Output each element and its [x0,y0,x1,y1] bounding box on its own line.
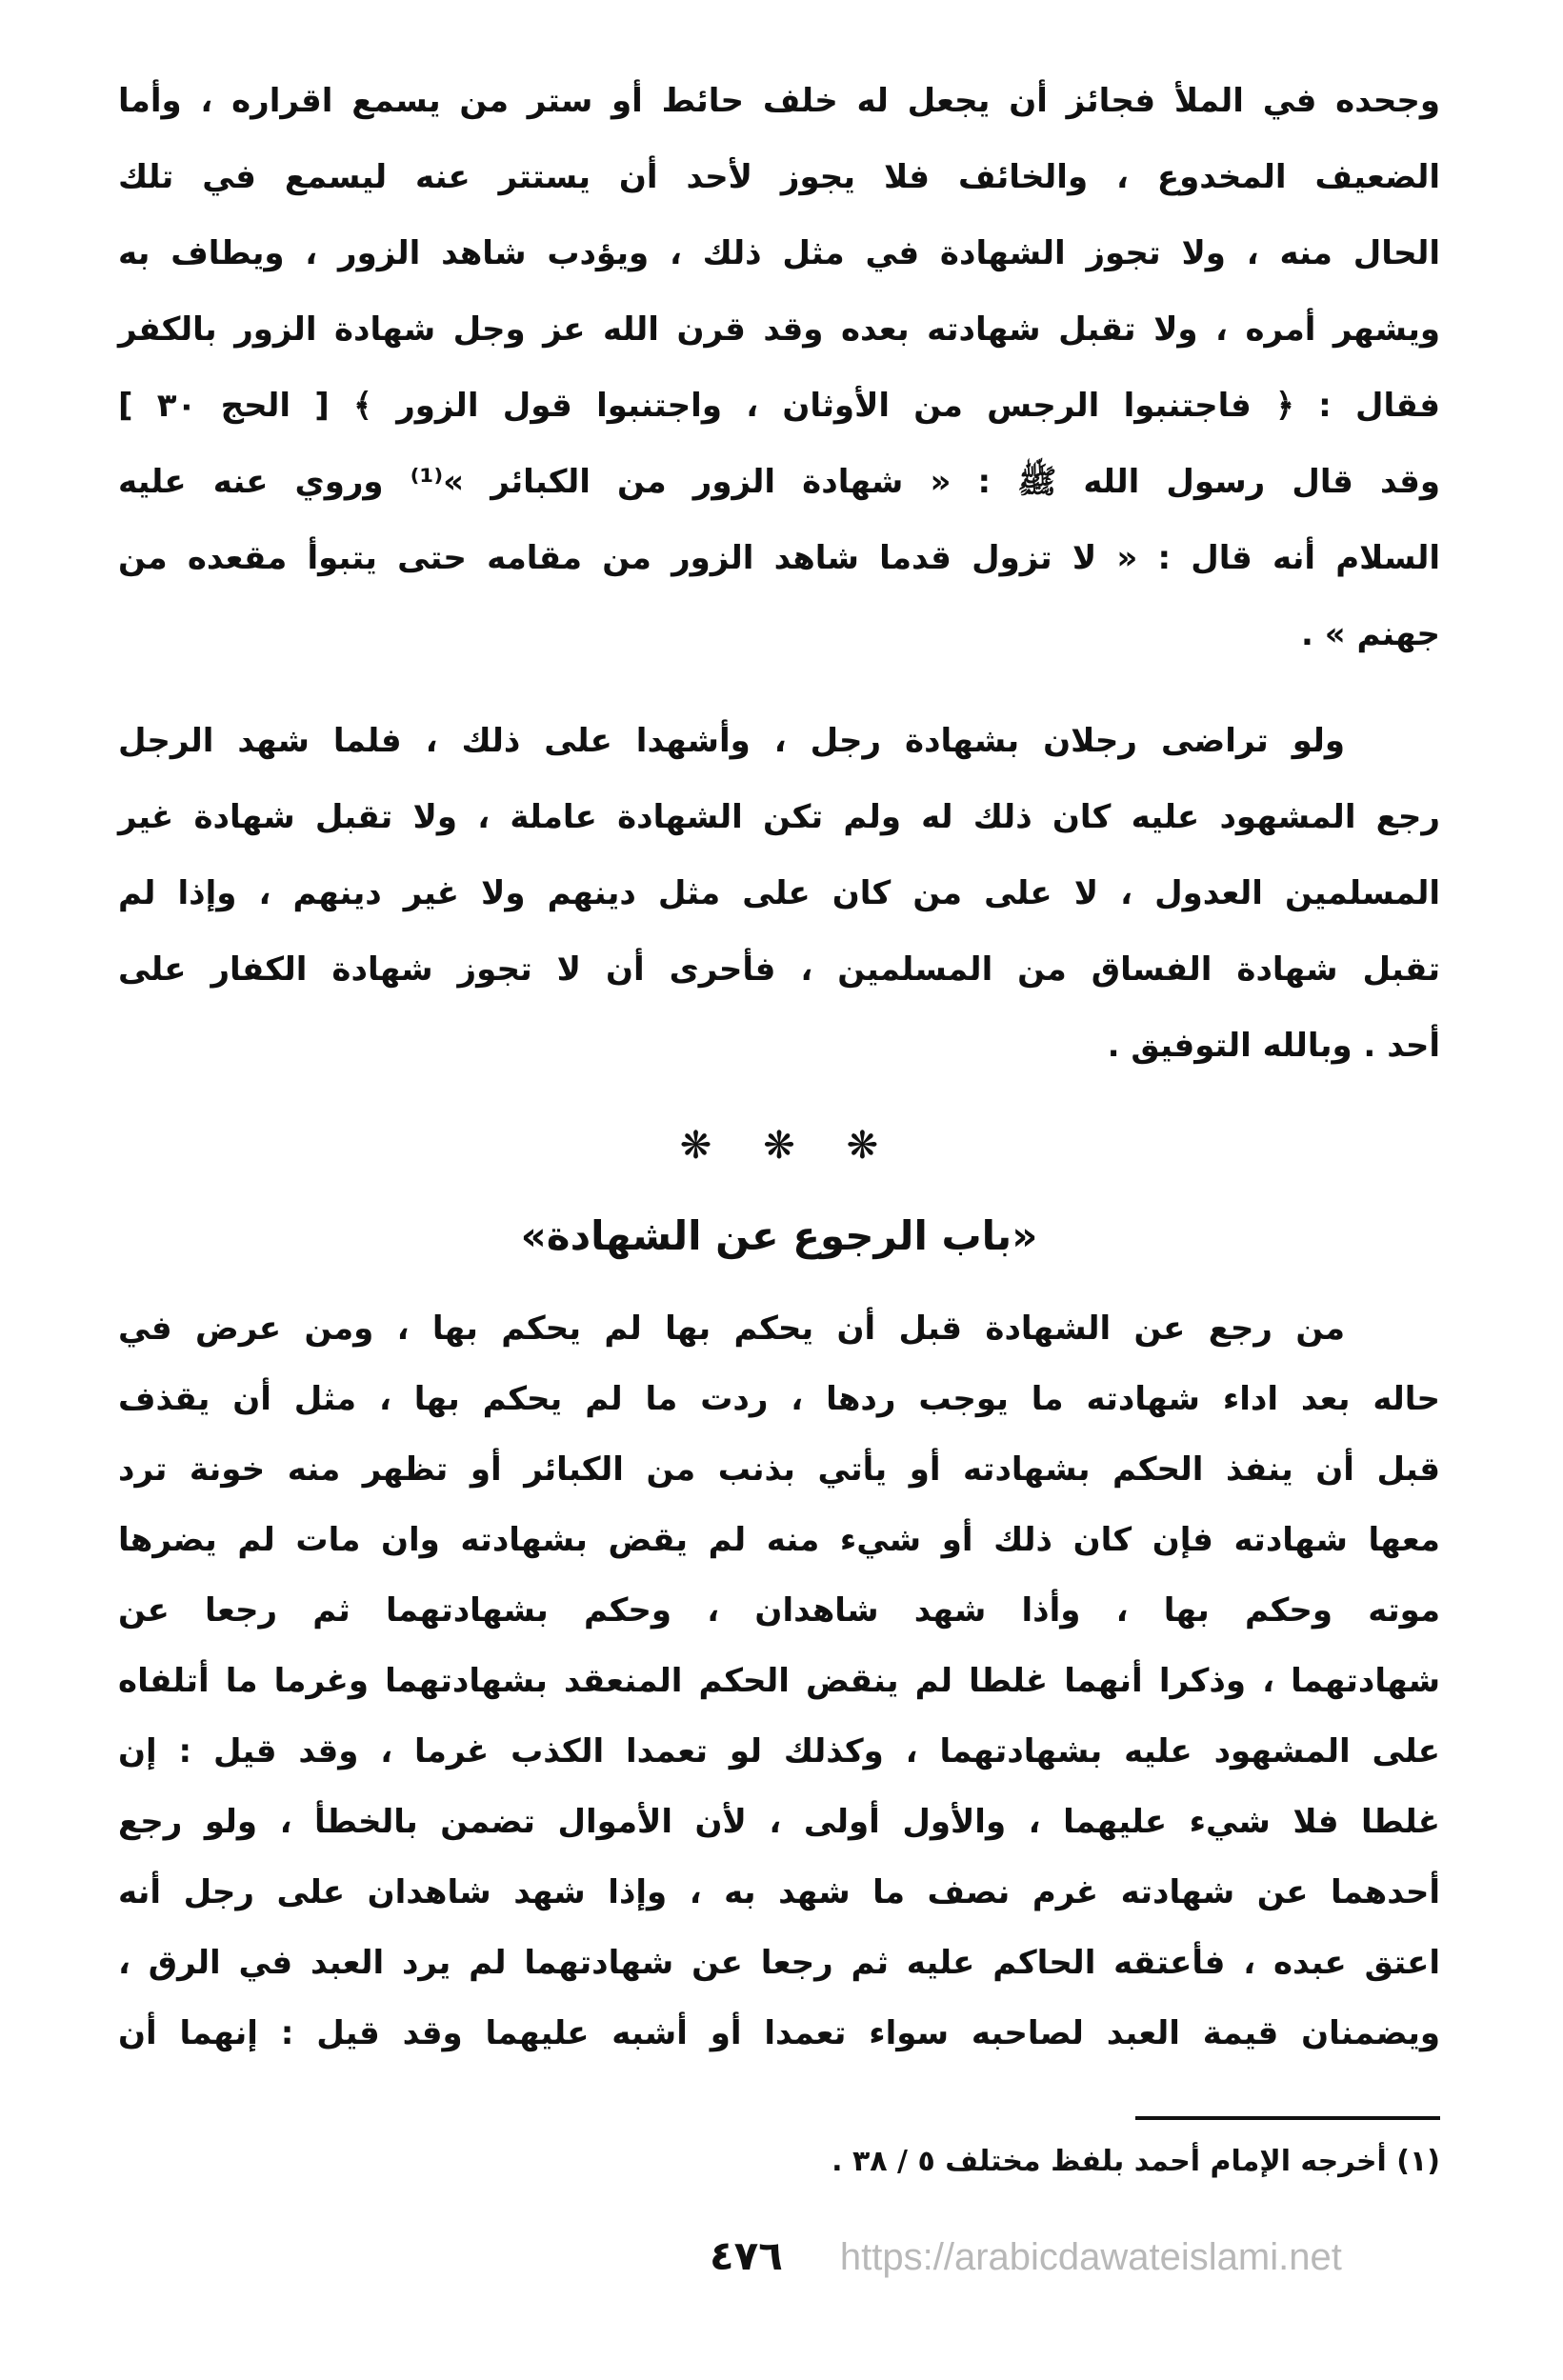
watermark-url: https://arabicdawateislami.net [839,2236,1342,2278]
quran-verse-line: فقال : ﴿ فاجتنبوا الرجس من الأوثان ، واجتنبوا قول الزور ﴾ [ الحج ٣٠ ] [118,387,1440,425]
page-footer [118,2232,1440,2279]
text-line: ولو تراضى رجلان بشهادة رجل ، وأشهدا على ذلك ، فلما شهد الرجل [118,722,1345,760]
footnote: (١) أخرجه الإمام أحمد بلفظ مختلف ٥ / ٣٨ . [832,2145,1440,2178]
text-line: غلطا فلا شيء عليهما ، والأول أولى ، لأن الأموال تضمن بالخطأ ، ولو رجع [118,1803,1440,1841]
paragraph-3 [118,1293,1440,2069]
text-line: أحد . وبالله التوفيق . [1107,1027,1440,1065]
page-number: ٤٧٦ [710,2232,783,2279]
text-line: الحال منه ، ولا تجوز الشهادة في مثل ذلك ، ويؤدب شاهد الزور ، ويطاف به [118,234,1440,272]
text-line: قبل أن ينفذ الحكم بشهادته أو يأتي بذنب من الكبائر أو تظهر منه خونة ترد [118,1450,1440,1489]
text-line: من رجع عن الشهادة قبل أن يحكم بها لم يحكم بها ، ومن عرض في [118,1310,1345,1348]
text-line: أحدهما عن شهادته غرم نصف ما شهد به ، وإذا شهد شاهدان على رجل أنه [118,1873,1440,1911]
text-line: وجحده في الملأ فجائز أن يجعل له خلف حائط أو ستر من يسمع اقراره ، وأما [118,82,1440,120]
text-line: السلام أنه قال : « لا تزول قدما شاهد الزور من مقامه حتى يتبوأ مقعده من [118,539,1440,577]
text-line: الضعيف المخدوع ، والخائف فلا يجوز لأحد أن يستتر عنه ليسمع في تلك [118,158,1440,196]
text-line: تقبل شهادة الفساق من المسلمين ، فأحرى أن لا تجوز شهادة الكفار على [118,950,1440,989]
text-line: ويشهر أمره ، ولا تقبل شهادته بعده وقد قرن الله عز وجل شهادة الزور بالكفر [118,310,1440,349]
text-line: رجع المشهود عليه كان ذلك له ولم تكن الشهادة عاملة ، ولا تقبل شهادة غير [118,798,1440,836]
text-line: معها شهادته فإن كان ذلك أو شيء منه لم يقض بشهادته وان مات لم يضرها [118,1521,1440,1559]
section-title: «باب الرجوع عن الشهادة» [520,1212,1038,1259]
text-line: اعتق عبده ، فأعتقه الحاكم عليه ثم رجعا عن شهادتهما لم يرد العبد في الرق ، [118,1944,1440,1982]
text-line: ويضمنان قيمة العبد لصاحبه سواء تعمدا أو أشبه عليهما وقد قيل : إنهما أن [118,2014,1440,2052]
text-line: شهادتهما ، وذكرا أنهما غلطا لم ينقض الحكم المنعقد بشهادتهما وغرما ما أتلفاه [118,1662,1440,1700]
paragraph-1 [118,63,1440,672]
text-line: المسلمين العدول ، لا على من كان على مثل دينهم ولا غير دينهم ، وإذا لم [118,874,1440,912]
footnote-divider [1135,2116,1440,2120]
text-line: موته وحكم بها ، وأذا شهد شاهدان ، وحكم بشهادتهما ثم رجعا عن [118,1591,1440,1630]
hadith-line: وقد قال رسول الله ﷺ : « شهادة الزور من الكبائر »⁽¹⁾ وروي عنه عليه [118,463,1440,501]
section-separator: ❋ ❋ ❋ [679,1124,879,1168]
text-line: حاله بعد اداء شهادته ما يوجب ردها ، ردت ما لم يحكم بها ، مثل أن يقذف [118,1380,1440,1418]
paragraph-2 [118,703,1440,1084]
text-line: جهنم » . [1300,615,1440,653]
text-line: على المشهود عليه بشهادتهما ، وكذلك لو تعمدا الكذب غرما ، وقد قيل : إن [118,1732,1440,1770]
